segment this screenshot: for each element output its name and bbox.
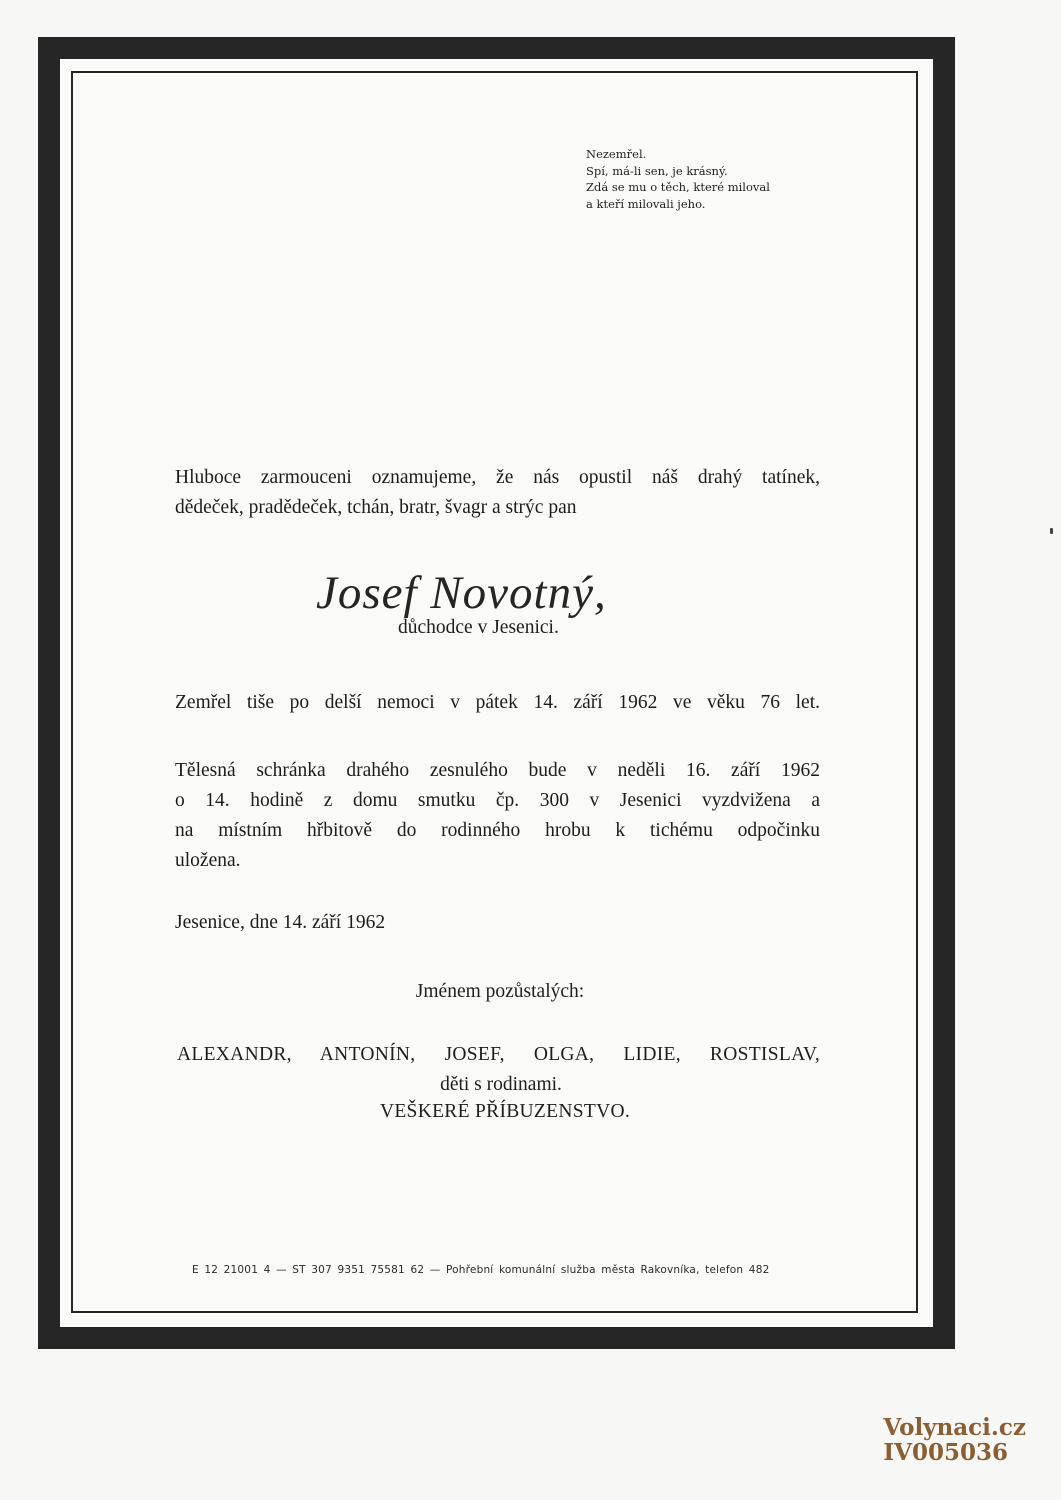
printer-footer: E 12 21001 4 — ST 307 9351 75581 62 — Pohřební komunální služba města Rakovníka, telefon 482 [192, 1264, 770, 1276]
deceased-occupation: důchodce v Jesenici. [398, 617, 559, 638]
intro-line: dědeček, pradědeček, tchán, bratr, švagr a strýc pan [175, 497, 577, 518]
watermark-site: Volynaci.cz [883, 1414, 1026, 1441]
place-and-date: Jesenice, dne 14. září 1962 [175, 912, 386, 933]
burial-line: na místním hřbitově do rodinného hrobu k tichému odpočinku [175, 820, 820, 841]
relatives-line: VEŠKERÉ PŘÍBUZENSTVO. [379, 1101, 631, 1122]
announcement-intro [175, 463, 820, 523]
children-note: děti s rodinami. [440, 1074, 562, 1095]
motto-line: Spí, má-li sen, je krásný. [586, 163, 728, 178]
death-statement [175, 688, 820, 718]
paper-speck [1050, 528, 1053, 534]
burial-line: o 14. hodině z domu smutku čp. 300 v Jesenici vyzdvižena a [175, 790, 820, 811]
burial-line: uložena. [175, 850, 241, 871]
burial-line: Tělesná schránka drahého zesnulého bude v neděli 16. září 1962 [175, 760, 820, 781]
intro-line: Hluboce zarmouceni oznamujeme, že nás opustil náš drahý tatínek, [175, 467, 820, 488]
survivors-label: Jménem pozůstalých: [415, 981, 585, 1002]
motto-line: Nezemřel. [586, 147, 647, 161]
deceased-name: Josef Novotný, [316, 567, 607, 619]
burial-details [175, 756, 820, 876]
watermark [883, 1415, 1026, 1465]
motto-line: Zdá se mu o těch, které miloval [586, 180, 770, 194]
death-line: Zemřel tiše po delší nemoci v pátek 14. září 1962 ve věku 76 let. [175, 692, 820, 713]
motto-verse [586, 146, 770, 212]
motto-line: a kteří milovali jeho. [586, 196, 706, 211]
children-names: ALEXANDR, ANTONÍN, JOSEF, OLGA, LIDIE, ROSTISLAV, [177, 1044, 820, 1065]
watermark-id: IV005036 [883, 1439, 1008, 1466]
